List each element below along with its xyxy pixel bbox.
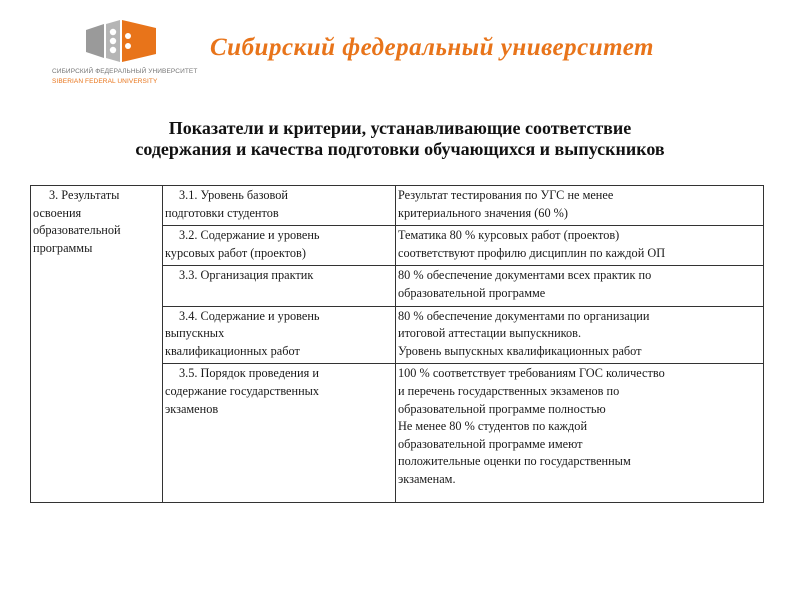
requirement-line: образовательной программе имеют bbox=[398, 436, 583, 451]
requirement-line: 80 % обеспечение документами по организации bbox=[398, 308, 650, 323]
criterion-cell bbox=[163, 364, 396, 503]
logo-caption-ru: СИБИРСКИЙ ФЕДЕРАЛЬНЫЙ УНИВЕРСИТЕТ bbox=[52, 68, 198, 75]
requirement-cell bbox=[396, 226, 764, 266]
criterion-line: 3.4. Содержание и уровень bbox=[179, 308, 320, 323]
logo-emblem-icon bbox=[86, 18, 158, 64]
requirement-line: и перечень государственных экзаменов по bbox=[398, 383, 620, 398]
requirement-cell bbox=[396, 364, 764, 503]
criterion-line: подготовки студентов bbox=[165, 205, 279, 220]
requirement-line: 80 % обеспечение документами всех практик по bbox=[398, 268, 652, 283]
requirement-line: экзаменам. bbox=[398, 471, 456, 486]
criterion-cell bbox=[163, 306, 396, 364]
requirement-cell bbox=[396, 186, 764, 226]
requirement-line: соответствуют профилю дисциплин по каждой ОП bbox=[398, 245, 666, 260]
criterion-line: 3.5. Порядок проведения и bbox=[179, 366, 319, 381]
table-row bbox=[31, 186, 764, 226]
requirement-line: критериального значения (60 %) bbox=[398, 205, 569, 220]
requirement-line: 100 % соответствует требованиям ГОС количество bbox=[398, 366, 665, 381]
university-logo bbox=[52, 18, 198, 90]
requirement-cell bbox=[396, 266, 764, 306]
requirement-line: положительные оценки по государственным bbox=[398, 454, 631, 469]
requirement-line: Результат тестирования по УГС не менее bbox=[398, 188, 614, 202]
section-line: программы bbox=[33, 240, 93, 255]
criterion-line: содержание государственных bbox=[165, 383, 320, 398]
section-line: освоения bbox=[33, 205, 82, 220]
criterion-cell bbox=[163, 266, 396, 306]
requirement-line: Уровень выпускных квалификационных работ bbox=[398, 343, 642, 358]
criterion-cell bbox=[163, 186, 396, 226]
criterion-line: выпускных bbox=[165, 326, 225, 341]
logo-caption-en: SIBERIAN FEDERAL UNIVERSITY bbox=[52, 78, 158, 85]
criterion-line: 3.3. Организация практик bbox=[179, 268, 314, 283]
criterion-cell bbox=[163, 226, 396, 266]
section-cell bbox=[31, 186, 163, 503]
requirement-line: образовательной программе полностью bbox=[398, 401, 606, 416]
heading-line-2: содержания и качества подготовки обучающихся и выпускников bbox=[135, 139, 665, 159]
criterion-line: квалификационных работ bbox=[165, 343, 300, 358]
requirement-line: Не менее 80 % студентов по каждой bbox=[398, 419, 588, 434]
criteria-table bbox=[30, 185, 764, 503]
criterion-line: курсовых работ (проектов) bbox=[165, 245, 306, 260]
requirement-line: Тематика 80 % курсовых работ (проектов) bbox=[398, 228, 620, 243]
criterion-line: 3.2. Содержание и уровень bbox=[179, 228, 320, 243]
requirement-line: образовательной программе bbox=[398, 285, 546, 300]
criterion-line: экзаменов bbox=[165, 401, 219, 416]
university-title: Сибирский федеральный университет bbox=[210, 34, 654, 61]
section-line: образовательной bbox=[33, 223, 121, 238]
section-line: 3. Результаты bbox=[49, 188, 120, 202]
criterion-line: 3.1. Уровень базовой bbox=[179, 188, 288, 202]
requirement-line: итоговой аттестации выпускников. bbox=[398, 326, 582, 341]
page-heading bbox=[60, 118, 740, 160]
requirement-cell bbox=[396, 306, 764, 364]
heading-line-1: Показатели и критерии, устанавливающие соответствие bbox=[168, 118, 632, 138]
